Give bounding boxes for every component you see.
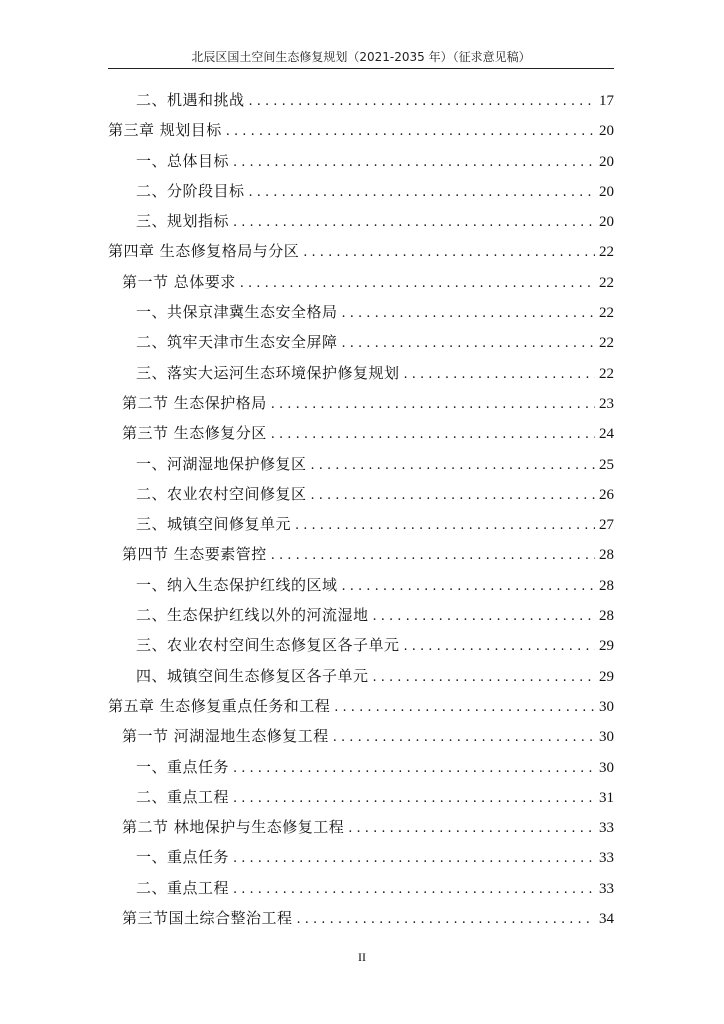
toc-entry-page: 22 [599, 365, 614, 382]
toc-entry-label: 一、河湖湿地保护修复区 [136, 454, 307, 473]
toc-entry-label: 二、筑牢天津市生态安全屏障 [136, 333, 338, 352]
toc-dot-leader [233, 784, 595, 814]
toc-entry-page: 30 [599, 729, 614, 746]
toc-entry[interactable] [108, 721, 614, 751]
toc-entry-label: 第五章 生态修复重点任务和工程 [108, 696, 331, 715]
toc-entry[interactable] [108, 297, 614, 327]
toc-dot-leader [333, 723, 595, 753]
toc-entry-page: 29 [599, 668, 614, 685]
toc-entry-page: 22 [599, 244, 614, 261]
toc-entry-label: 第一节 河湖湿地生态修复工程 [122, 727, 329, 746]
toc-entry-page: 29 [599, 638, 614, 655]
toc-entry-label: 一、重点任务 [136, 757, 230, 776]
toc-entry[interactable] [108, 388, 614, 418]
header-rule [108, 68, 614, 69]
toc-entry-page: 30 [599, 698, 614, 715]
toc-dot-leader [303, 238, 595, 268]
toc-entry-label: 二、生态保护红线以外的河流湿地 [136, 606, 369, 625]
toc-entry-page: 22 [599, 274, 614, 291]
toc-entry-label: 二、重点工程 [136, 878, 230, 897]
toc-dot-leader [311, 451, 595, 481]
toc-entry[interactable] [108, 782, 614, 812]
toc-entry-label: 一、重点任务 [136, 848, 230, 867]
table-of-contents [108, 85, 614, 933]
toc-dot-leader [271, 541, 595, 571]
toc-dot-leader [249, 178, 595, 208]
toc-entry-label: 四、城镇空间生态修复区各子单元 [136, 666, 369, 685]
toc-entry[interactable] [108, 570, 614, 600]
toc-dot-leader [226, 117, 595, 147]
toc-entry[interactable] [108, 85, 614, 115]
toc-entry-page: 22 [599, 335, 614, 352]
toc-entry[interactable] [108, 691, 614, 721]
toc-entry-page: 28 [599, 608, 614, 625]
page-number: II [358, 950, 366, 964]
toc-entry[interactable] [108, 509, 614, 539]
toc-entry-label: 第二节 林地保护与生态修复工程 [122, 818, 345, 837]
toc-entry-label: 一、总体目标 [136, 151, 230, 170]
toc-dot-leader [233, 875, 595, 905]
toc-dot-leader [249, 87, 595, 117]
toc-entry-label: 第四节 生态要素管控 [122, 545, 267, 564]
toc-dot-leader [342, 299, 595, 329]
toc-dot-leader [271, 390, 595, 420]
toc-entry-page: 33 [599, 820, 614, 837]
toc-entry-page: 33 [599, 880, 614, 897]
toc-entry[interactable] [108, 236, 614, 266]
toc-entry-page: 20 [599, 153, 614, 170]
toc-entry-page: 33 [599, 850, 614, 867]
toc-entry[interactable] [108, 449, 614, 479]
toc-dot-leader [342, 572, 595, 602]
toc-dot-leader [233, 754, 595, 784]
toc-entry-page: 30 [599, 759, 614, 776]
toc-entry-page: 20 [599, 123, 614, 140]
toc-entry[interactable] [108, 206, 614, 236]
toc-dot-leader [295, 511, 595, 541]
toc-entry-page: 28 [599, 547, 614, 564]
toc-entry-page: 17 [599, 93, 614, 109]
toc-entry[interactable] [108, 418, 614, 448]
toc-entry-label: 二、分阶段目标 [136, 181, 245, 200]
toc-entry[interactable] [108, 267, 614, 297]
toc-entry[interactable] [108, 600, 614, 630]
toc-entry-label: 三、落实大运河生态环境保护修复规划 [136, 363, 400, 382]
toc-entry[interactable] [108, 358, 614, 388]
toc-entry-label: 一、纳入生态保护红线的区域 [136, 575, 338, 594]
toc-entry[interactable] [108, 873, 614, 903]
toc-entry-label: 二、农业农村空间修复区 [136, 484, 307, 503]
toc-entry-page: 26 [599, 486, 614, 503]
toc-dot-leader [233, 208, 595, 238]
toc-entry-label: 二、重点工程 [136, 787, 230, 806]
toc-entry-page: 20 [599, 214, 614, 231]
toc-entry-page: 25 [599, 456, 614, 473]
toc-entry-label: 一、共保京津冀生态安全格局 [136, 303, 338, 322]
toc-dot-leader [240, 269, 595, 299]
toc-entry-page: 22 [599, 305, 614, 322]
toc-entry-label: 二、机遇和挑战 [136, 91, 245, 109]
toc-entry-label: 第一节 总体要求 [122, 272, 236, 291]
toc-entry-label: 三、农业农村空间生态修复区各子单元 [136, 636, 400, 655]
toc-entry-page: 31 [599, 789, 614, 806]
toc-entry-page: 28 [599, 577, 614, 594]
toc-entry[interactable] [108, 661, 614, 691]
toc-entry-page: 23 [599, 395, 614, 412]
toc-entry-label: 三、规划指标 [136, 212, 230, 231]
toc-entry[interactable] [108, 842, 614, 872]
toc-dot-leader [404, 632, 595, 662]
toc-entry-label: 第三章 规划目标 [108, 121, 222, 140]
toc-entry[interactable] [108, 903, 614, 933]
toc-entry-page: 20 [599, 183, 614, 200]
running-header: 北辰区国土空间生态修复规划（2021-2035 年）（征求意见稿） [191, 50, 531, 64]
toc-entry-page: 27 [599, 517, 614, 534]
toc-entry-page: 24 [599, 426, 614, 443]
toc-dot-leader [334, 693, 595, 723]
toc-entry[interactable] [108, 812, 614, 842]
toc-entry[interactable] [108, 327, 614, 357]
toc-entry[interactable] [108, 115, 614, 145]
toc-dot-leader [233, 844, 595, 874]
toc-dot-leader [342, 329, 595, 359]
toc-entry[interactable] [108, 479, 614, 509]
toc-entry[interactable] [108, 752, 614, 782]
toc-dot-leader [271, 420, 595, 450]
toc-entry-label: 第三节国土综合整治工程 [122, 909, 293, 928]
toc-dot-leader [233, 148, 595, 178]
toc-entry[interactable] [108, 630, 614, 660]
toc-dot-leader [404, 360, 595, 390]
toc-entry-label: 三、城镇空间修复单元 [136, 515, 292, 534]
toc-entry[interactable] [108, 176, 614, 206]
toc-dot-leader [373, 602, 595, 632]
toc-dot-leader [373, 663, 595, 693]
toc-entry-label: 第四章 生态修复格局与分区 [108, 242, 300, 261]
toc-entry-label: 第二节 生态保护格局 [122, 393, 267, 412]
toc-entry[interactable] [108, 146, 614, 176]
toc-entry[interactable] [108, 539, 614, 569]
toc-dot-leader [297, 905, 595, 935]
toc-entry-page: 34 [599, 911, 614, 928]
toc-dot-leader [348, 814, 595, 844]
toc-entry-label: 第三节 生态修复分区 [122, 424, 267, 443]
toc-dot-leader [311, 481, 595, 511]
